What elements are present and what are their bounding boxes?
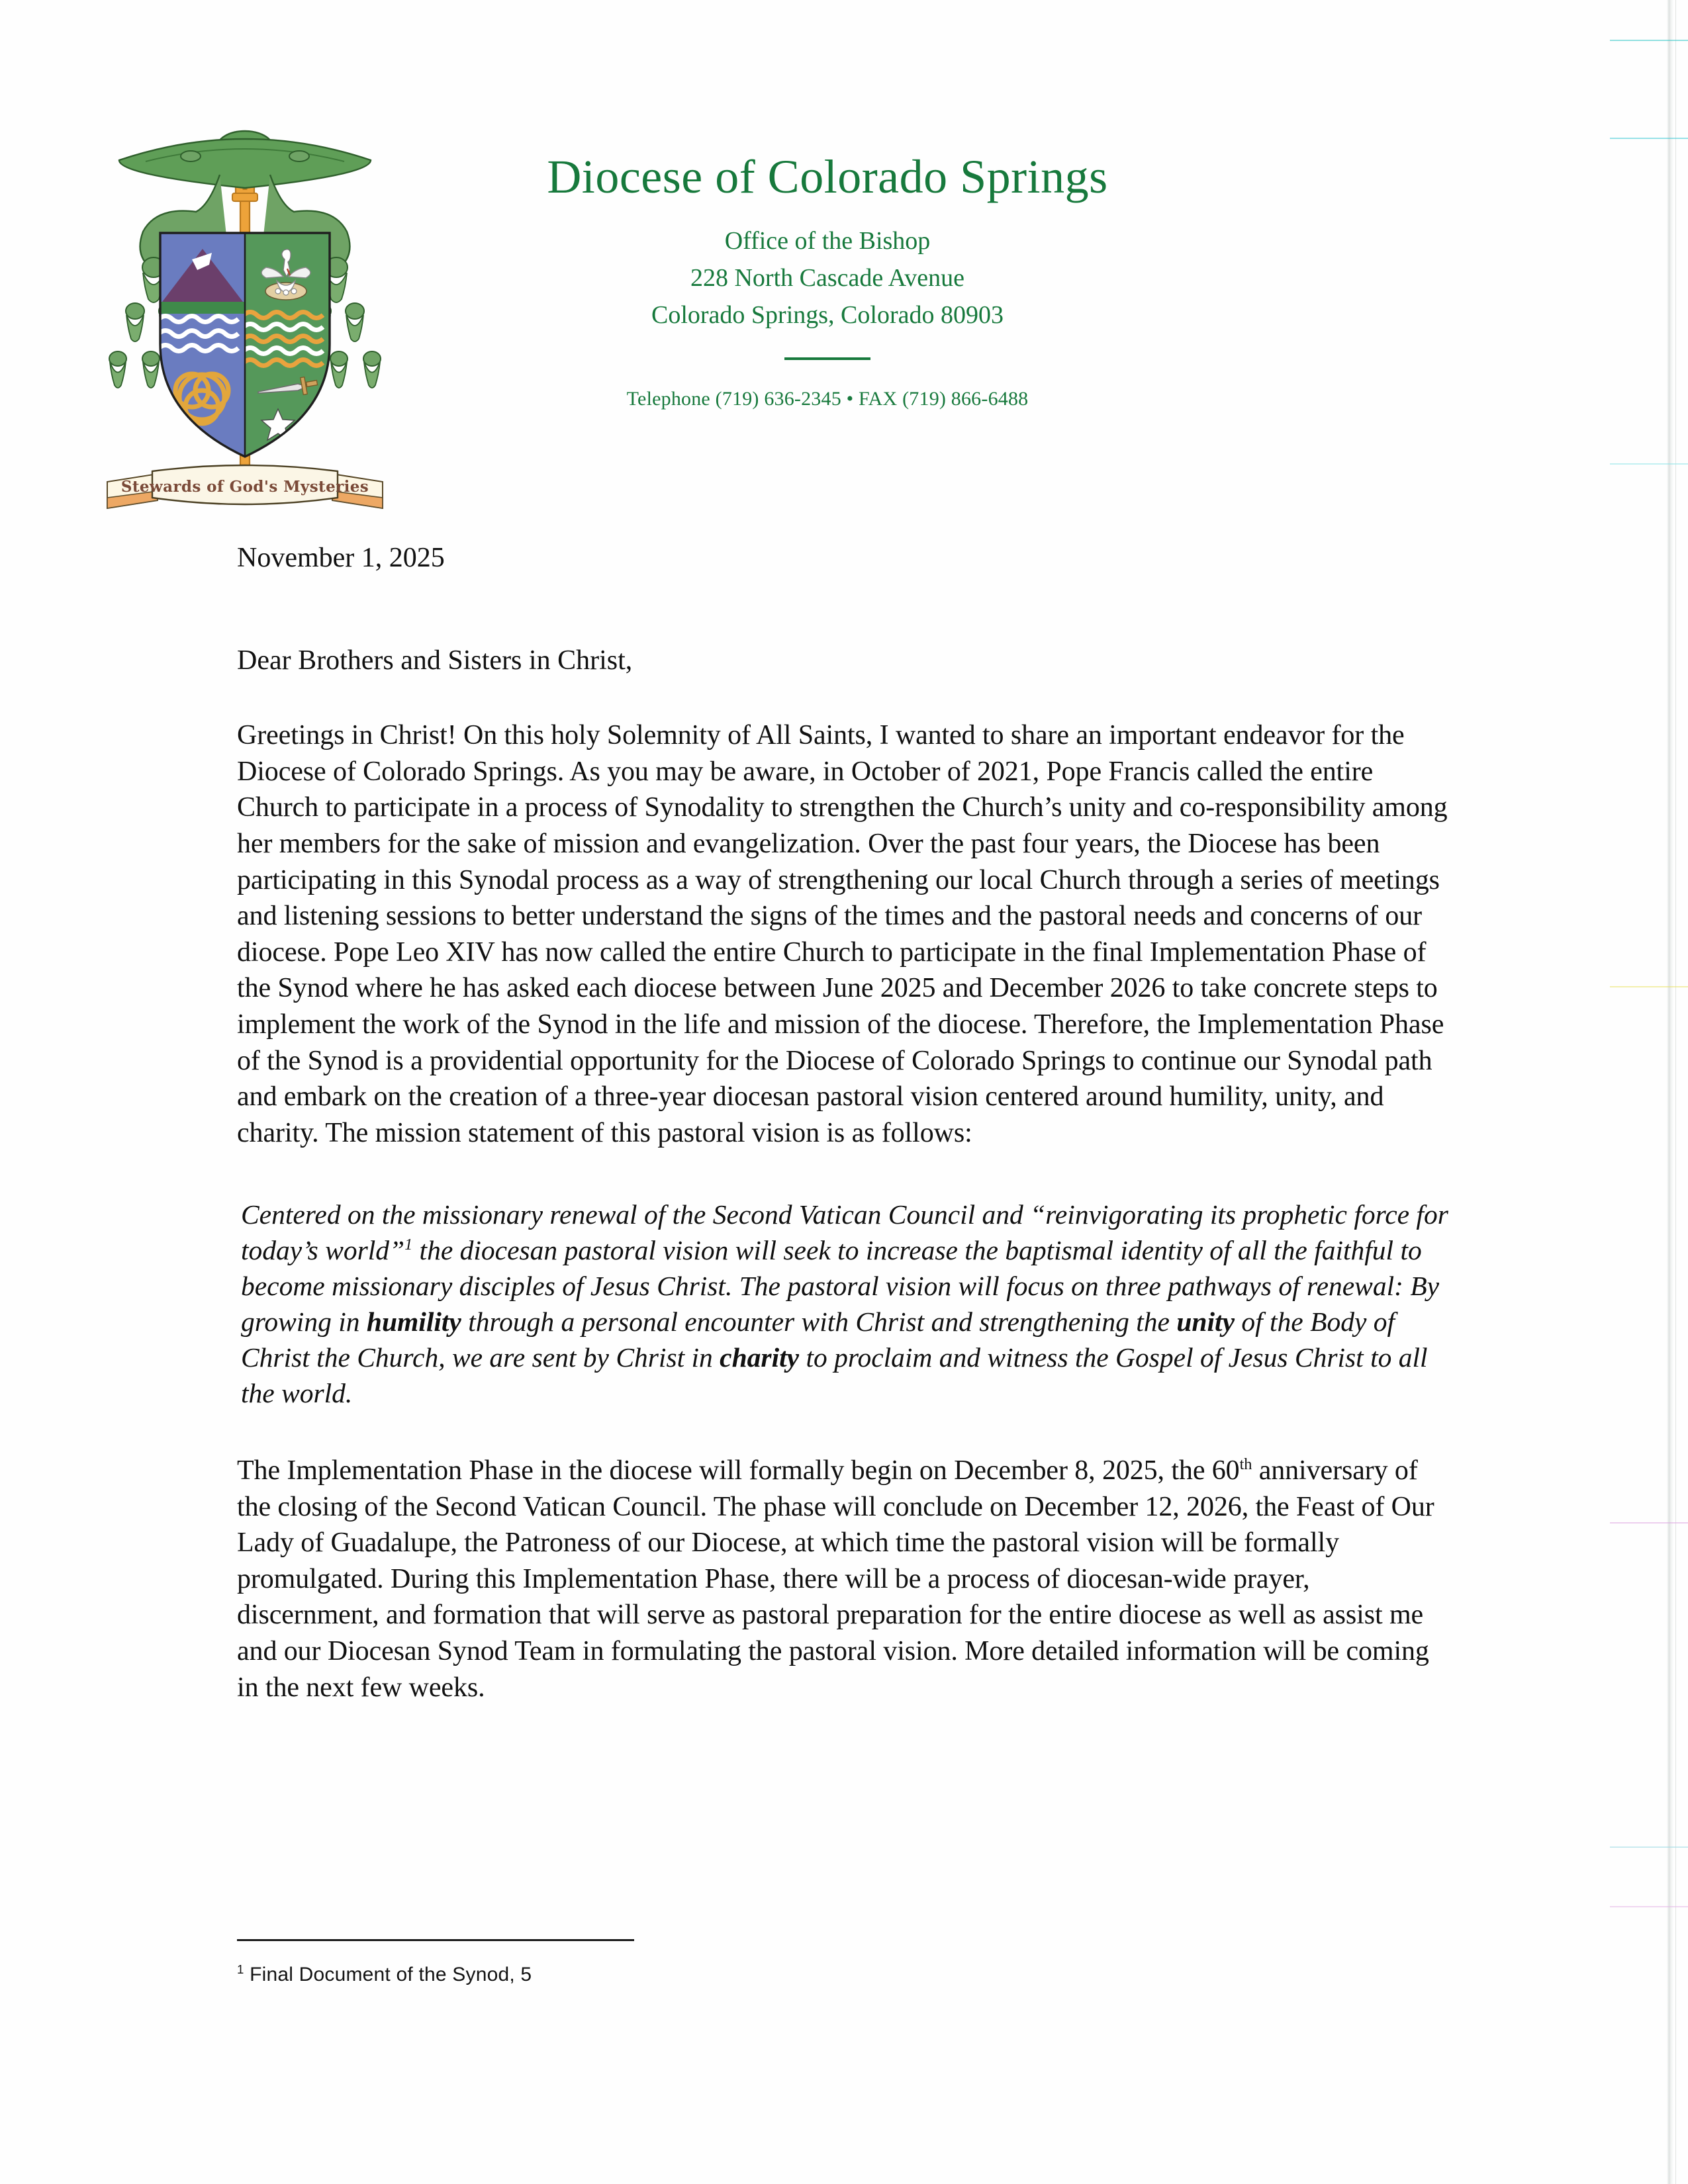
- letterhead-divider: [784, 357, 870, 360]
- paragraph-2-part-2: anniversary of the closing of the Second Vatican Council. The phase will conclude on December 12, 2026, the Feast of Our Lady of Guadalupe, the Patroness of our Diocese, at which time the pastoral vision will be formally promulgated. During this Implementation Phase, there will be a process of diocesan-wide prayer, discernment, and formation that will serve as pastoral preparation for the entire diocese as well as assist me and our Diocesan Synod Team in formulating the pastoral vision. More detailed information will be coming in the next few weeks.: [237, 1455, 1434, 1703]
- mission-part-4: of the Body of Christ the Church, we are sent by Christ in: [241, 1306, 1395, 1373]
- footnote-marker-inline: 1: [404, 1236, 413, 1254]
- phone-fax-line: Telephone (719) 636-2345 • FAX (719) 866-6488: [626, 388, 1029, 410]
- galero-hat-icon: [119, 131, 371, 188]
- scan-tick: [1610, 1846, 1688, 1848]
- footnote-number: 1: [237, 1962, 244, 1976]
- letter-salutation: Dear Brothers and Sisters in Christ,: [237, 645, 633, 676]
- office-line: Office of the Bishop: [724, 226, 931, 255]
- ordinal-suffix: th: [1239, 1455, 1252, 1473]
- scan-tick: [1610, 1906, 1688, 1907]
- shield: [159, 233, 331, 461]
- coat-of-arms: [79, 106, 410, 516]
- footnote: [237, 1964, 1455, 1986]
- footnote-area: [237, 1939, 1455, 1986]
- paragraph-2-part-1: The Implementation Phase in the diocese will formally begin on December 8, 2025, the 60: [237, 1455, 1240, 1486]
- motto-banner: [107, 465, 383, 508]
- letter-body: [237, 543, 1455, 1706]
- mission-bold-humility: humility: [366, 1306, 461, 1338]
- letterhead: [0, 0, 1688, 516]
- mission-part-3: through a personal encounter with Christ and strengthening the: [461, 1306, 1177, 1338]
- scan-tick: [1610, 986, 1688, 987]
- mission-statement: [241, 1197, 1455, 1412]
- paragraph-2: [237, 1453, 1455, 1706]
- mission-part-5: to proclaim and witness the Gospel of Jesus Christ to all the world.: [241, 1342, 1428, 1408]
- footnote-rule: [237, 1939, 634, 1941]
- mission-part-2: the diocesan pastoral vision will seek to increase the baptismal identity of all the faithful to become missionary disciples of Jesus Christ. The pastoral vision will focus on three pathways of renewal: By growing in: [241, 1235, 1440, 1338]
- street-line: 228 North Cascade Avenue: [690, 263, 964, 292]
- mission-part-1: Centered on the missionary renewal of the Second Vatican Council and “reinvigorating its prophetic force for today’s world”: [241, 1199, 1448, 1266]
- footnote-citation: Final Document of the Synod, 5: [244, 1964, 532, 1985]
- letter-date: November 1, 2025: [237, 543, 445, 573]
- letterhead-text-block: [463, 152, 1192, 410]
- mission-bold-unity: unity: [1176, 1306, 1235, 1338]
- city-state-zip-line: Colorado Springs, Colorado 80903: [651, 301, 1004, 330]
- paragraph-1: Greetings in Christ! On this holy Solemnity of All Saints, I wanted to share an important endeavor for the Diocese of Colorado Springs. As you may be aware, in October of 2021, Pope Francis called the entire Church to participate in a process of Synodality to strengthen the Church’s unity and co-responsibility among her members for the sake of mission and evangelization. Over the past four years, the Diocese has been participating in this Synodal process as a way of strengthening our local Church through a series of meetings and listening sessions to better understand the signs of the times and the pastoral needs and concerns of our diocese. Pope Leo XIV has now called the entire Church to participate in the final Implementation Phase of the Synod where he has asked each diocese between June 2025 and December 2026 to take concrete steps to implement the work of the Synod in the life and mission of the diocese. Therefore, the Implementation Phase of the Synod is a providential opportunity for the Diocese of Colorado Springs to continue our Synodal path and embark on the creation of a three-year diocesan pastoral vision centered around humility, unity, and charity. The mission statement of this pastoral vision is as follows:: [237, 720, 1448, 1148]
- mission-bold-charity: charity: [720, 1342, 800, 1373]
- motto-text: Stewards of God's Mysteries: [120, 478, 369, 496]
- scan-tick: [1610, 1522, 1688, 1524]
- diocese-title: Diocese of Colorado Springs: [547, 150, 1108, 203]
